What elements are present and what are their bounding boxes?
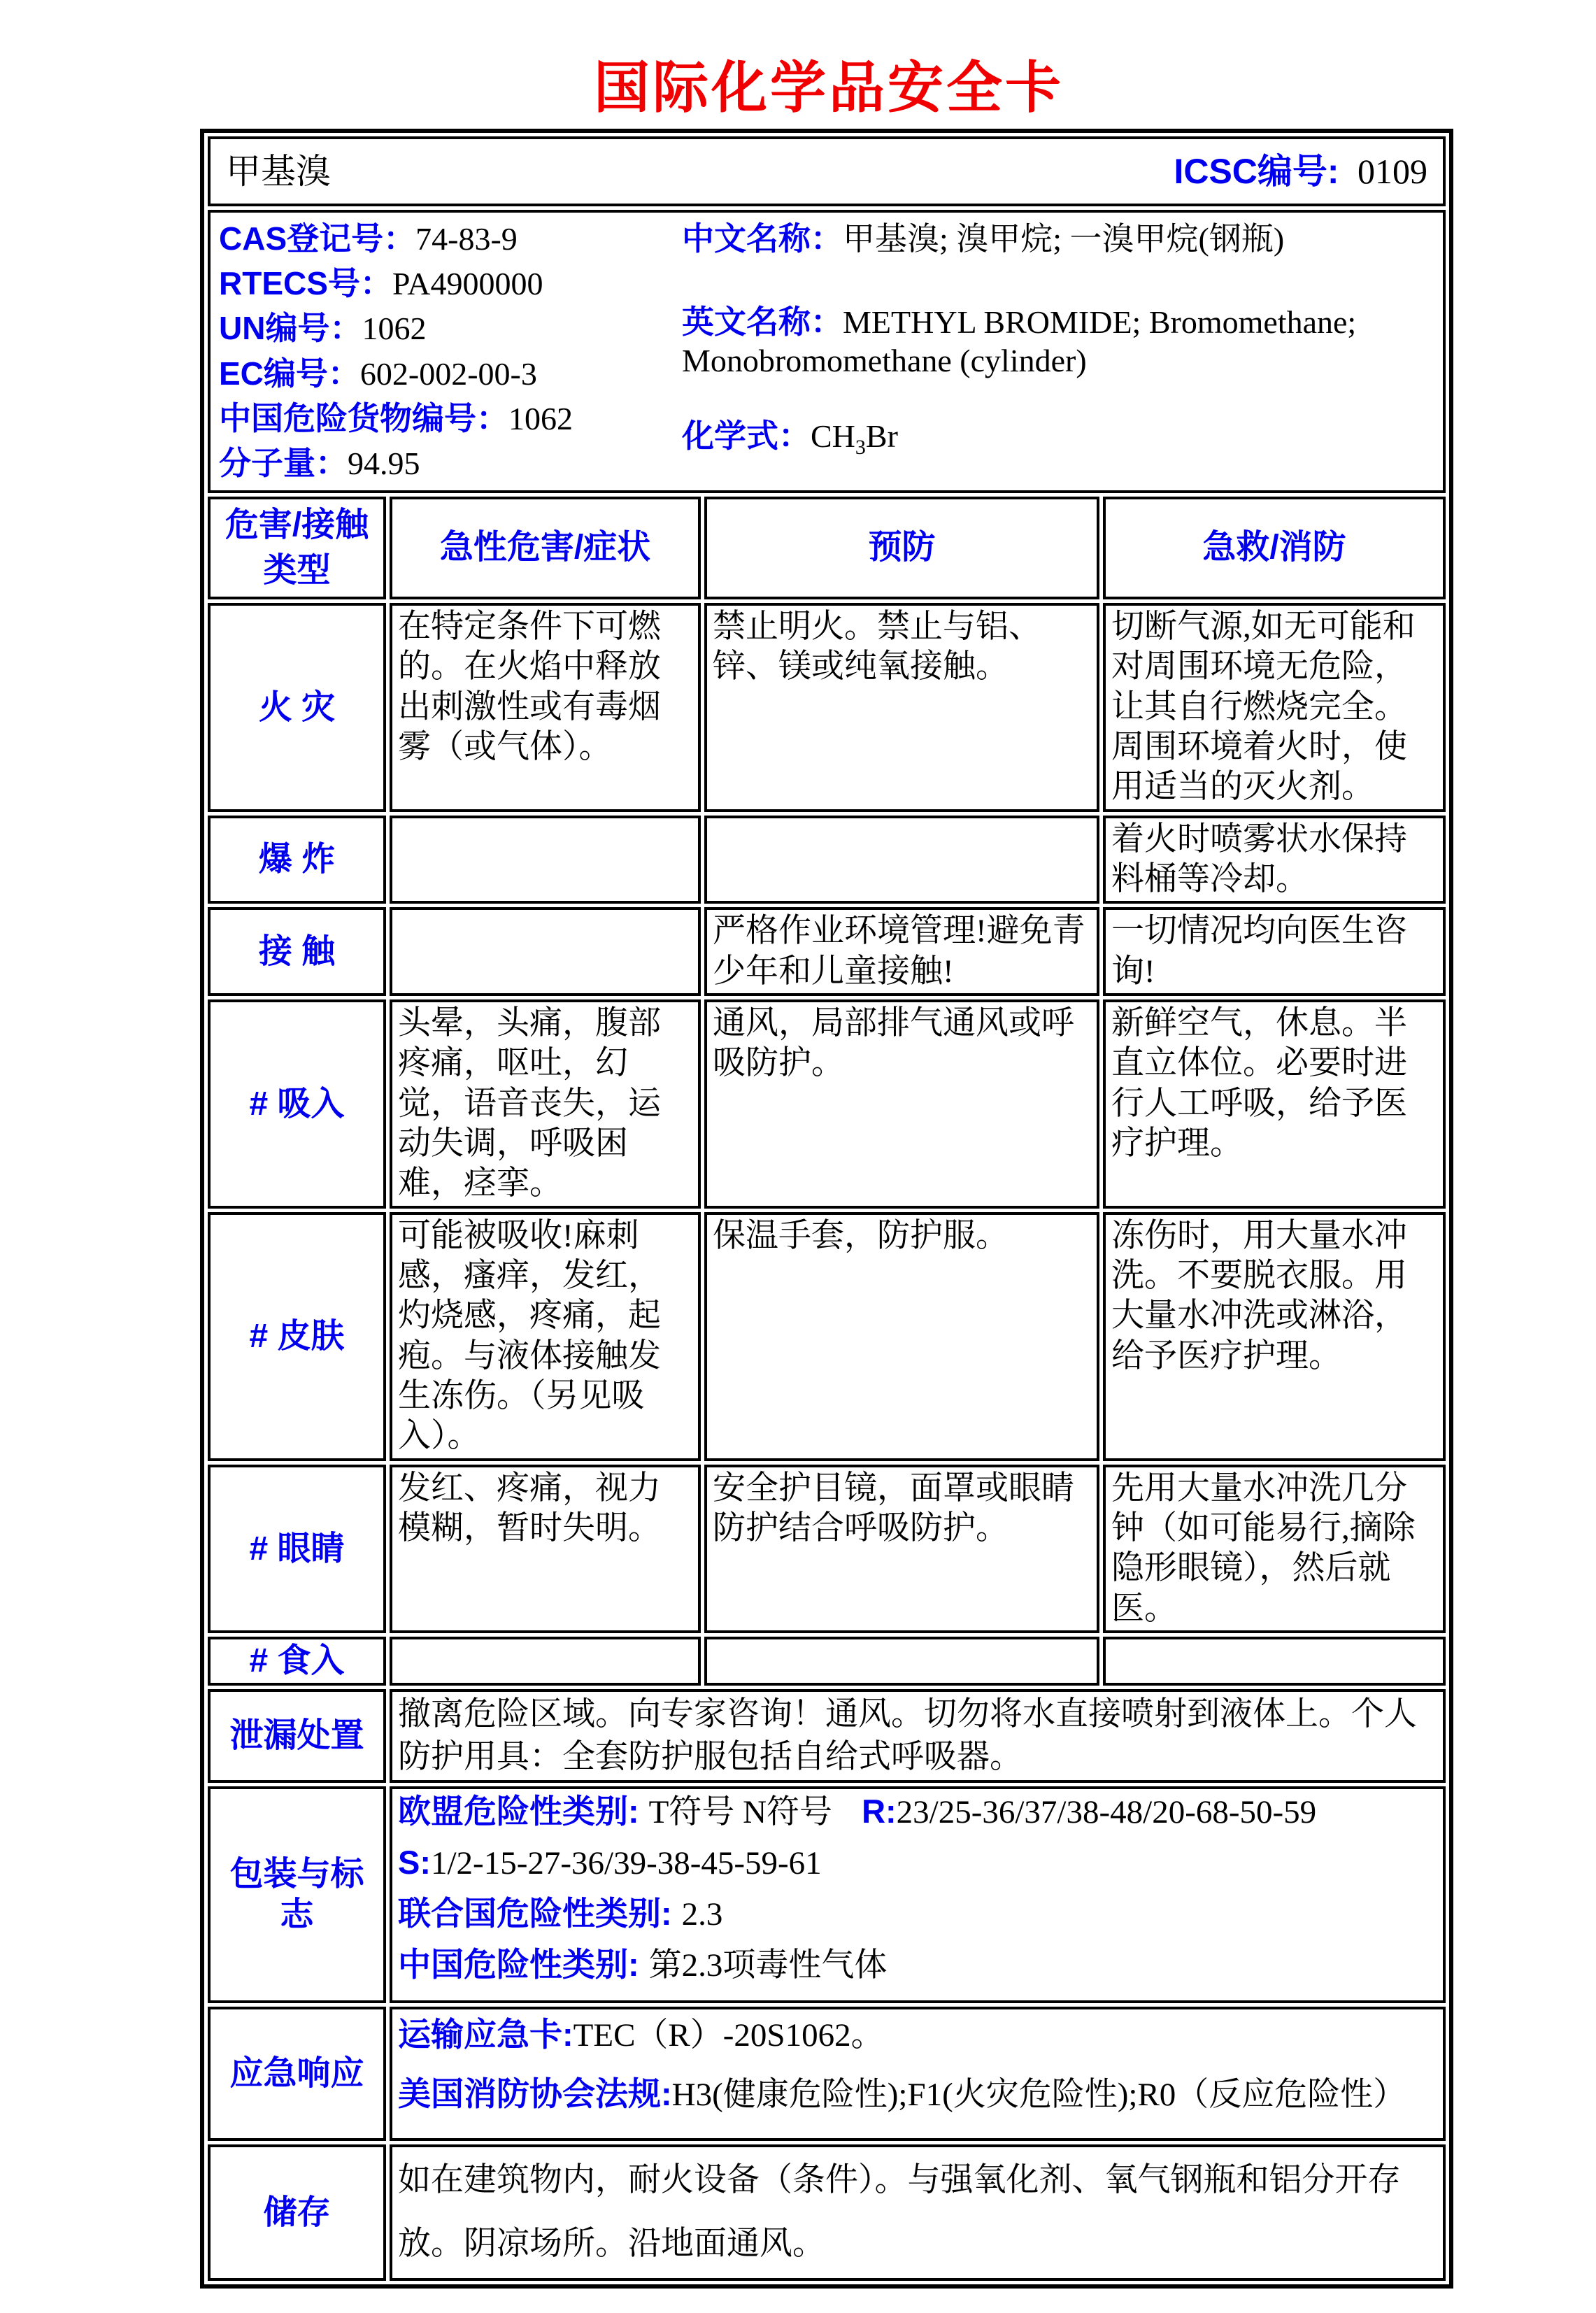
s-phrases-value: 1/2-15-27-36/39-38-45-59-61 [431, 1844, 822, 1881]
packaging-labelling-label: 包装与标志 [208, 1786, 386, 2003]
eu-hazard-class-label: 欧盟危险性类别: [398, 1792, 639, 1830]
storage-label: 储存 [208, 2144, 386, 2281]
rtecs-number-label: RTECS号： [219, 265, 392, 302]
nfpa-code-value: H3(健康危险性);F1(火灾危险性);R0（反应危险性） [671, 2076, 1406, 2113]
china-dg-number-value: 1062 [508, 400, 573, 436]
identification-row [208, 210, 1446, 493]
china-hazard-class-label: 中国危险性类别: [398, 1945, 639, 1983]
row-type-label: 火 灾 [208, 603, 386, 812]
formula-label: 化学式： [682, 417, 811, 454]
eu-hazard-class-value: T符号 N符号 [648, 1793, 833, 1830]
prevention-cell [704, 816, 1099, 904]
firstaid-cell: 新鲜空气，休息。半直立体位。必要时进行人工呼吸，给予医疗护理。 [1103, 999, 1446, 1209]
english-name-line [682, 303, 1437, 380]
hazard-row-eyes [208, 1465, 1446, 1633]
hazard-row-inhalation [208, 999, 1446, 1209]
identification-cell [208, 210, 1446, 493]
transport-emergency-card-label: 运输应急卡: [398, 2015, 573, 2053]
china-hazard-class-line [398, 1945, 1437, 1984]
hazard-row-exposure [208, 907, 1446, 996]
formula-value: $CH_3Br$ [811, 418, 898, 459]
packaging-labelling-row [208, 1786, 1446, 2003]
icsc-number-value: 0109 [1358, 152, 1428, 191]
prevention-cell: 禁止明火。禁止与铝、锌、镁或纯氧接触。 [704, 603, 1099, 812]
molecular-weight-line [219, 444, 667, 483]
substance-header-cell [208, 136, 1446, 206]
un-hazard-class-value: 2.3 [681, 1895, 723, 1933]
row-type-label: # 吸入 [208, 999, 386, 1209]
symptom-cell [390, 907, 701, 996]
hazard-header-firstaid: 急救/消防 [1103, 497, 1446, 599]
firstaid-cell: 切断气源,如无可能和对周围环境无危险，让其自行燃烧完全。周围环境着火时，使用适当的灭火剂。 [1103, 603, 1446, 812]
s-phrases-label: S: [398, 1843, 431, 1881]
firstaid-cell: 先用大量水冲洗几分钟（如可能易行,摘除隐形眼镜），然后就医。 [1103, 1465, 1446, 1633]
hazard-header-type: 危害/接触 类型 [208, 497, 386, 599]
row-type-label: # 皮肤 [208, 1212, 386, 1461]
substance-name: 甲基溴 [226, 152, 331, 191]
symptom-cell [390, 1637, 701, 1686]
prevention-cell: 安全护目镜，面罩或眼睛防护结合呼吸防护。 [704, 1465, 1099, 1633]
r-phrases-label: R: [862, 1792, 897, 1830]
emergency-response-label: 应急响应 [208, 2007, 386, 2141]
hazard-row-ingestion [208, 1637, 1446, 1686]
firstaid-cell: 一切情况均向医生咨询! [1103, 907, 1446, 996]
spill-disposal-label: 泄漏处置 [208, 1689, 386, 1783]
symptom-cell: 可能被吸收!麻刺感，瘙痒，发红，灼烧感，疼痛，起疱。与液体接触发生冻伤。（另见吸入）。 [390, 1212, 701, 1461]
firstaid-cell [1103, 1637, 1446, 1686]
rtecs-number-value: PA4900000 [392, 266, 543, 302]
molecular-weight-value: 94.95 [348, 445, 420, 481]
spill-disposal-text: 撤离危险区域。向专家咨询！通风。切勿将水直接喷射到液体上。个人防护用具：全套防护服包括自给式呼吸器。 [390, 1689, 1446, 1783]
english-name-label: 英文名称： [682, 304, 843, 341]
hazard-row-explosion [208, 816, 1446, 904]
firstaid-cell: 着火时喷雾状水保持料桶等冷却。 [1103, 816, 1446, 904]
rtecs-number-line [219, 264, 667, 303]
eu-hazard-class-line [398, 1792, 1437, 1830]
ec-number-label: EC编号： [219, 355, 360, 392]
un-hazard-class-label: 联合国危险性类别: [398, 1894, 672, 1932]
chinese-name-line [682, 220, 1437, 258]
row-type-label: 接 触 [208, 907, 386, 996]
id-left-column [219, 220, 667, 489]
storage-row [208, 2144, 1446, 2281]
hazard-header-row [208, 497, 1446, 599]
emergency-response-content [390, 2007, 1446, 2141]
prevention-cell: 保温手套，防护服。 [704, 1212, 1099, 1461]
cas-number-label: CAS登记号： [219, 220, 416, 257]
row-type-label: # 眼睛 [208, 1465, 386, 1633]
icsc-number-label: ICSC编号: [1174, 152, 1339, 191]
storage-text: 如在建筑物内，耐火设备（条件）。与强氧化剂、氧气钢瓶和铝分开存放。阴凉场所。沿地面通风。 [390, 2144, 1446, 2281]
transport-emergency-card-value: TEC（R）-20S1062。 [573, 2016, 884, 2054]
cas-number-value: 74-83-9 [415, 221, 518, 257]
ec-number-value: 602-002-00-3 [359, 355, 537, 392]
hazard-row-skin [208, 1212, 1446, 1461]
hazard-header-symptoms: 急性危害/症状 [390, 497, 701, 599]
icsc-card-table [200, 129, 1453, 2289]
un-number-value: 1062 [362, 311, 427, 347]
chinese-name-label: 中文名称： [682, 220, 843, 257]
symptom-cell: 发红、疼痛，视力模糊，暂时失明。 [390, 1465, 701, 1633]
china-dg-number-label: 中国危险货物编号： [219, 399, 508, 436]
nfpa-code-line [398, 2074, 1437, 2113]
icsc-number [1174, 150, 1427, 192]
formula-line [682, 417, 1437, 460]
symptom-cell: 头晕，头痛，腹部疼痛，呕吐，幻觉，语音丧失，运动失调，呼吸困难，痉挛。 [390, 999, 701, 1209]
un-hazard-class-line [398, 1894, 1437, 1933]
prevention-cell: 严格作业环境管理!避免青少年和儿童接触! [704, 907, 1099, 996]
english-name-value: METHYL BROMIDE; Bromomethane; Monobromomethane (cylinder) [682, 304, 1357, 379]
r-phrases-value: 23/25-36/37/38-48/20-68-50-59 [896, 1793, 1317, 1830]
ec-number-line [219, 355, 667, 393]
china-hazard-class-value: 第2.3项毒性气体 [648, 1947, 888, 1984]
page-title: 国际化学品安全卡 [594, 57, 1064, 119]
china-dg-number-line [219, 399, 667, 438]
hazard-row-fire [208, 603, 1446, 812]
substance-header-row [208, 136, 1446, 206]
firstaid-cell: 冻伤时，用大量水冲洗。不要脱衣服。用大量水冲洗或淋浴，给予医疗护理。 [1103, 1212, 1446, 1461]
cas-number-line [219, 220, 667, 258]
id-right-column [667, 220, 1437, 489]
s-phrases-line [398, 1843, 1437, 1881]
chinese-name-value: 甲基溴; 溴甲烷; 一溴甲烷(钢瓶) [843, 221, 1285, 257]
un-number-label: UN编号： [219, 310, 362, 347]
un-number-line [219, 309, 667, 348]
molecular-weight-label: 分子量： [219, 444, 348, 481]
prevention-cell: 通风，局部排气通风或呼吸防护。 [704, 999, 1099, 1209]
identification-section [216, 214, 1437, 489]
symptom-cell [390, 816, 701, 904]
packaging-labelling-content [390, 1786, 1446, 2003]
emergency-response-row [208, 2007, 1446, 2141]
row-type-label: # 食入 [208, 1637, 386, 1686]
transport-emergency-card-line [398, 2015, 1437, 2054]
hazard-header-prevention: 预防 [704, 497, 1099, 599]
symptom-cell: 在特定条件下可燃的。在火焰中释放出刺激性或有毒烟雾（或气体）。 [390, 603, 701, 812]
spill-disposal-row [208, 1689, 1446, 1783]
row-type-label: 爆 炸 [208, 816, 386, 904]
prevention-cell [704, 1637, 1099, 1686]
nfpa-code-label: 美国消防协会法规: [398, 2074, 672, 2112]
